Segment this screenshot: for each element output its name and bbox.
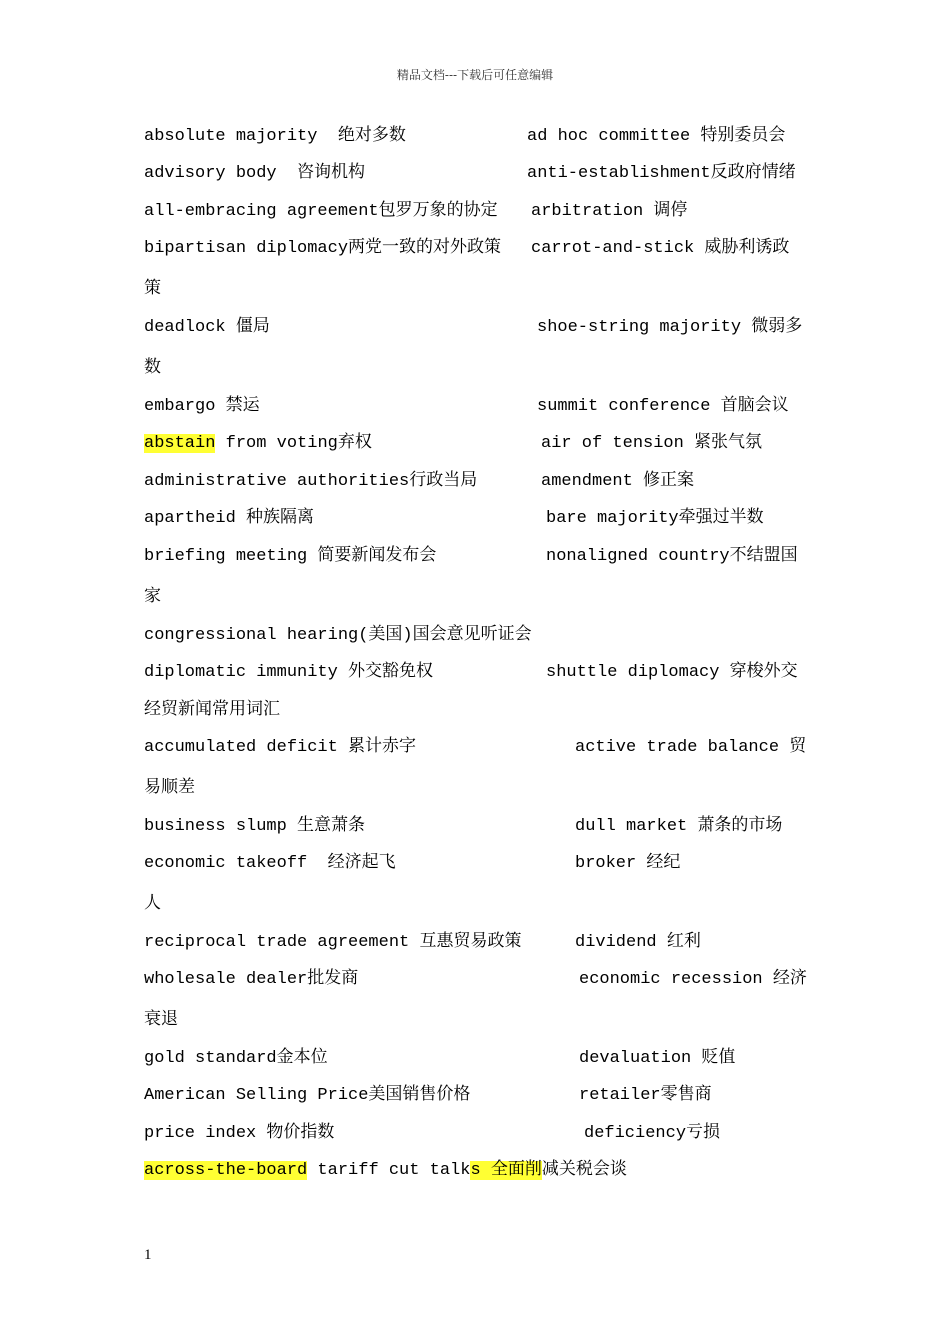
glossary-line bbox=[144, 358, 161, 380]
page-number: 1 bbox=[144, 1247, 152, 1263]
glossary-line bbox=[144, 778, 195, 800]
glossary-line-right bbox=[531, 238, 789, 260]
glossary-line bbox=[144, 546, 436, 568]
term-left: 减关税会谈 bbox=[541, 1161, 627, 1180]
term-right: carrot-and-stick 威胁利诱政 bbox=[531, 239, 790, 258]
term-right: arbitration 调停 bbox=[531, 202, 688, 221]
glossary-line-right bbox=[527, 163, 796, 185]
page-header: 精品文档---下载后可任意编辑 bbox=[396, 68, 554, 82]
glossary-line-right bbox=[579, 969, 807, 991]
term-left: business slump 生意萧条 bbox=[144, 817, 366, 836]
term-left: price index 物价指数 bbox=[144, 1124, 335, 1143]
glossary-line-right bbox=[531, 201, 687, 223]
glossary-line bbox=[144, 201, 498, 223]
term-right: nonaligned country不结盟国 bbox=[546, 547, 798, 566]
glossary-line-right bbox=[546, 546, 798, 568]
term-right: air of tension 紧张气氛 bbox=[541, 434, 763, 453]
term-left: advisory body 咨询机构 bbox=[144, 164, 366, 183]
glossary-line-right bbox=[575, 737, 806, 759]
term-left: deadlock 僵局 bbox=[144, 318, 270, 337]
term-left: gold standard金本位 bbox=[144, 1049, 328, 1068]
term-right: economic recession 经济 bbox=[579, 970, 807, 989]
glossary-line bbox=[144, 1048, 328, 1070]
glossary-line bbox=[144, 279, 161, 301]
glossary-line bbox=[144, 238, 501, 260]
glossary-line-right bbox=[579, 1048, 735, 1070]
glossary-line-right bbox=[527, 126, 785, 148]
term-right: devaluation 贬值 bbox=[579, 1049, 736, 1068]
term-left: 易顺差 bbox=[144, 779, 195, 798]
term-right: summit conference 首脑会议 bbox=[537, 397, 789, 416]
glossary-line bbox=[144, 1085, 470, 1107]
glossary-line bbox=[144, 1160, 627, 1182]
term-right: shuttle diplomacy 穿梭外交 bbox=[546, 663, 798, 682]
term-left: diplomatic immunity 外交豁免权 bbox=[144, 663, 434, 682]
term-right: active trade balance 贸 bbox=[575, 738, 807, 757]
glossary-line-right bbox=[546, 662, 798, 684]
term-left: 衰退 bbox=[144, 1011, 178, 1030]
term-left: 家 bbox=[144, 588, 161, 607]
glossary-line-right bbox=[537, 317, 802, 339]
glossary-line-right bbox=[541, 471, 694, 493]
glossary-line bbox=[144, 1123, 334, 1145]
term-left: wholesale dealer批发商 bbox=[144, 970, 359, 989]
glossary-line bbox=[144, 1010, 178, 1032]
glossary-line-right bbox=[575, 932, 701, 954]
term-right: dividend 红利 bbox=[575, 933, 701, 952]
term-left: all-embracing agreement包罗万象的协定 bbox=[144, 202, 498, 221]
term-left: absolute majority 绝对多数 bbox=[144, 127, 406, 146]
glossary-line bbox=[144, 853, 396, 875]
glossary-line bbox=[144, 737, 416, 759]
term-right: amendment 修正案 bbox=[541, 472, 695, 491]
highlighted-term: s 全面削 bbox=[470, 1161, 542, 1180]
glossary-line-right bbox=[579, 1085, 712, 1107]
term-right: broker 经纪 bbox=[575, 854, 681, 873]
term-left: briefing meeting 简要新闻发布会 bbox=[144, 547, 437, 566]
term-left: accumulated deficit 累计赤字 bbox=[144, 738, 417, 757]
glossary-line bbox=[144, 163, 365, 185]
term-left: from voting弃权 bbox=[215, 434, 372, 453]
term-left: congressional hearing(美国)国会意见听证会 bbox=[144, 626, 532, 645]
glossary-line-right bbox=[546, 508, 764, 530]
term-left: 策 bbox=[144, 280, 161, 299]
term-left: 人 bbox=[144, 895, 161, 914]
glossary-line bbox=[144, 508, 314, 530]
term-left: embargo 禁运 bbox=[144, 397, 260, 416]
glossary-line bbox=[144, 587, 161, 609]
glossary-line bbox=[144, 969, 358, 991]
glossary-line-right bbox=[584, 1123, 720, 1145]
glossary-line bbox=[144, 932, 521, 954]
term-right: dull market 萧条的市场 bbox=[575, 817, 783, 836]
glossary-line bbox=[144, 126, 406, 148]
glossary-line bbox=[144, 471, 477, 493]
glossary-line bbox=[144, 816, 365, 838]
highlighted-term: across-the-board bbox=[144, 1161, 308, 1180]
glossary-line bbox=[144, 317, 270, 339]
glossary-line bbox=[144, 433, 372, 455]
section-heading bbox=[144, 700, 280, 722]
term-left: apartheid 种族隔离 bbox=[144, 509, 315, 528]
glossary-line-right bbox=[537, 396, 789, 418]
term-left: bipartisan diplomacy两党一致的对外政策 bbox=[144, 239, 502, 258]
glossary-line bbox=[144, 662, 433, 684]
term-right: bare majority牵强过半数 bbox=[546, 509, 764, 528]
term-left: American Selling Price美国销售价格 bbox=[144, 1086, 471, 1105]
glossary-line bbox=[144, 396, 260, 418]
glossary-line bbox=[144, 625, 532, 647]
glossary-line-right bbox=[575, 853, 680, 875]
term-right: anti-establishment反政府情绪 bbox=[527, 164, 796, 183]
glossary-line-right bbox=[575, 816, 782, 838]
term-right: deficiency亏损 bbox=[584, 1124, 721, 1143]
highlighted-term: abstain bbox=[144, 434, 216, 453]
term-left: economic takeoff 经济起飞 bbox=[144, 854, 396, 873]
term-left-middle: tariff cut talk bbox=[307, 1161, 471, 1180]
term-left: reciprocal trade agreement 互惠贸易政策 bbox=[144, 933, 522, 952]
term-right: ad hoc committee 特别委员会 bbox=[527, 127, 786, 146]
glossary-line bbox=[144, 894, 161, 916]
term-right: retailer零售商 bbox=[579, 1086, 712, 1105]
term-left: 数 bbox=[144, 359, 161, 378]
term-right: shoe-string majority 微弱多 bbox=[537, 318, 803, 337]
term-left: administrative authorities行政当局 bbox=[144, 472, 478, 491]
term-left: 经贸新闻常用词汇 bbox=[144, 701, 280, 720]
glossary-line-right bbox=[541, 433, 762, 455]
